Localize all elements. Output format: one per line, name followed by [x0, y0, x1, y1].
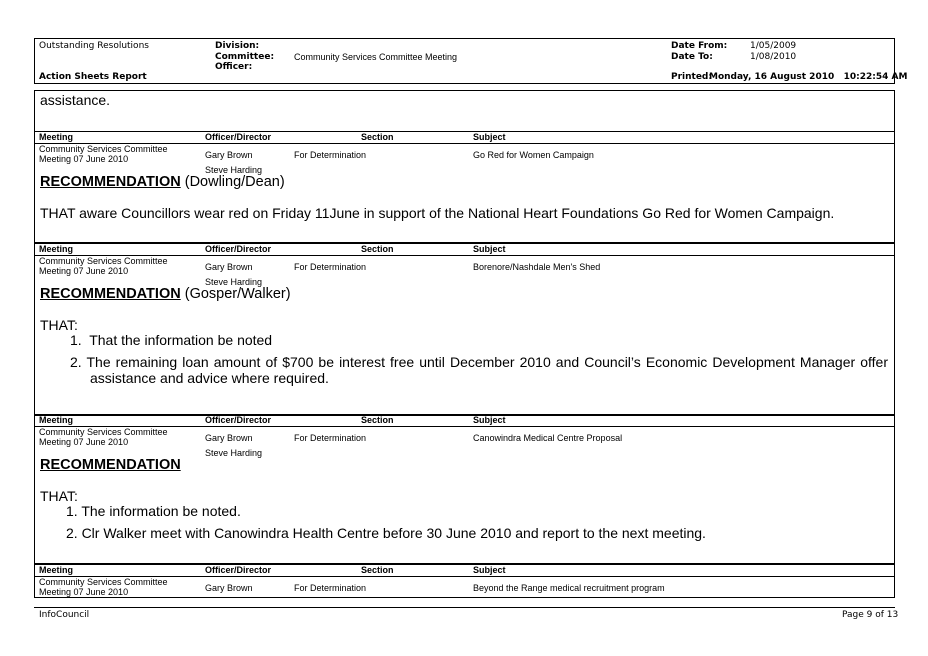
officer-name: Steve Harding — [205, 277, 263, 287]
meeting-name: Community Services Committee — [39, 427, 168, 437]
meeting-name: Community Services Committee — [39, 144, 168, 154]
subject-value: Borenore/Nashdale Men's Shed — [473, 262, 601, 272]
subject-value: Beyond the Range medical recruitment program — [473, 583, 665, 593]
date-to-label: Date To: — [671, 52, 713, 62]
recommendation-movers: (Dowling/Dean) — [184, 174, 285, 190]
column-header-meeting: Meeting — [39, 565, 74, 575]
column-header-subject: Subject — [473, 415, 506, 425]
page-number: Page 9 of 13 — [842, 610, 899, 620]
footer-brand: InfoCouncil — [39, 610, 90, 620]
printed-value: Monday, 16 August 2010 10:22:54 AM — [709, 72, 908, 82]
column-header-meeting: Meeting — [39, 415, 74, 425]
meeting-date: Meeting 07 June 2010 — [39, 587, 129, 597]
section-value: For Determination — [294, 433, 367, 443]
column-header-section: Section — [361, 415, 394, 425]
committee-value: Community Services Committee Meeting — [294, 52, 458, 62]
meeting-date: Meeting 07 June 2010 — [39, 437, 129, 447]
row-divider — [34, 131, 895, 132]
list-item: 1. That the information be noted — [70, 332, 273, 348]
row-divider — [34, 563, 895, 565]
meeting-date: Meeting 07 June 2010 — [39, 154, 129, 164]
report-type: Action Sheets Report — [39, 72, 147, 82]
subject-value: Canowindra Medical Centre Proposal — [473, 433, 623, 443]
section-value: For Determination — [294, 150, 367, 160]
recommendation-label: RECOMMENDATION — [40, 457, 181, 473]
meeting-date: Meeting 07 June 2010 — [39, 266, 129, 276]
officer-name: Steve Harding — [205, 165, 263, 175]
recommendation-movers: (Gosper/Walker) — [184, 286, 291, 302]
section-value: For Determination — [294, 262, 367, 272]
column-header-officer: Officer/Director — [205, 132, 272, 142]
row-divider — [34, 242, 895, 244]
list-item: 1. The information be noted. — [66, 503, 241, 519]
list-item: 2. Clr Walker meet with Canowindra Health Centre before 30 June 2010 and report to the next meeting. — [66, 525, 706, 541]
that-label: THAT: — [40, 488, 78, 504]
column-header-section: Section — [361, 244, 394, 254]
row-divider — [34, 414, 895, 416]
officer-name: Gary Brown — [205, 433, 253, 443]
officer-name: Gary Brown — [205, 150, 253, 160]
column-header-officer: Officer/Director — [205, 244, 272, 254]
list-item: 2. The remaining loan amount of $700 be interest free until December 2010 and Council’s Economic Development Manager offer assistance and advice where required. — [70, 354, 888, 386]
column-header-meeting: Meeting — [39, 132, 74, 142]
committee-label: Committee: — [215, 52, 275, 62]
printed-label: Printed: — [671, 72, 712, 82]
recommendation-label: RECOMMENDATION — [40, 286, 181, 302]
recommendation-heading — [40, 457, 181, 473]
recommendation-heading — [40, 174, 285, 190]
date-from-label: Date From: — [671, 41, 728, 51]
column-header-section: Section — [361, 565, 394, 575]
report-name: Outstanding Resolutions — [39, 41, 149, 51]
division-label: Division: — [215, 41, 260, 51]
subject-value: Go Red for Women Campaign — [473, 150, 594, 160]
that-label: THAT: — [40, 317, 78, 333]
column-header-subject: Subject — [473, 565, 506, 575]
officer-name: Steve Harding — [205, 448, 263, 458]
column-header-section: Section — [361, 132, 394, 142]
recommendation-label: RECOMMENDATION — [40, 174, 181, 190]
section-value: For Determination — [294, 583, 367, 593]
column-header-officer: Officer/Director — [205, 415, 272, 425]
resolution-text: THAT aware Councillors wear red on Friday 11June in support of the National Heart Foundations Go Red for Women Campaign. — [40, 205, 835, 221]
date-from-value: 1/05/2009 — [750, 41, 797, 51]
meeting-name: Community Services Committee — [39, 256, 168, 266]
date-to-value: 1/08/2010 — [750, 52, 797, 62]
column-header-officer: Officer/Director — [205, 565, 272, 575]
officer-name: Gary Brown — [205, 583, 253, 593]
column-header-meeting: Meeting — [39, 244, 74, 254]
column-header-subject: Subject — [473, 244, 506, 254]
officer-label: Officer: — [215, 62, 253, 72]
column-header-subject: Subject — [473, 132, 506, 142]
footer-rule — [34, 607, 895, 608]
carryover-text: assistance. — [40, 92, 111, 108]
officer-name: Gary Brown — [205, 262, 253, 272]
recommendation-heading — [40, 286, 291, 302]
meeting-name: Community Services Committee — [39, 577, 168, 587]
